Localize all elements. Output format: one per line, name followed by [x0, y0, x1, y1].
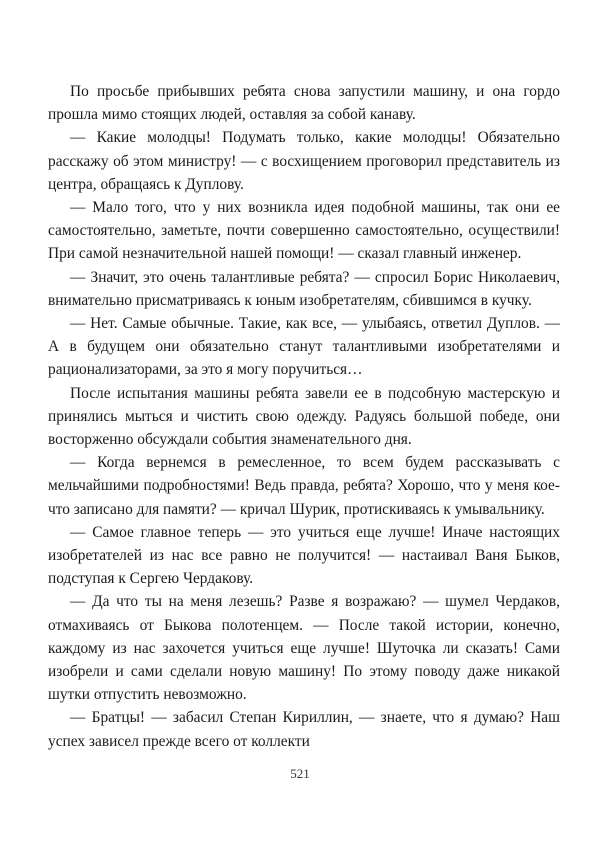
page-number: 521 — [290, 766, 310, 781]
paragraph-9: — Да что ты на меня лезешь? Разве я возражаю? — шумел Чердаков, отмахиваясь от Быкова полотенцем. — После такой истории, конечно, каждому из нас захочется учиться еще лучше! Шуточка ли сказать! Сами изобрели и сами сделали новую машину! По этому поводу даже никакой шутки отпустить невозможно. — [48, 593, 560, 704]
paragraph-3: — Мало того, что у них возникла идея подобной машины, так они ее самостоятельно, заметьте, почти совершенно самостоятельно, осуществили! При самой незначительной нашей помощи! — сказал главный инженер. — [48, 199, 560, 263]
paragraph-4: — Значит, это очень талантливые ребята? — спросил Борис Николаевич, внимательно присматриваясь к юным изобретателям, сбившимся в кучку. — [48, 268, 560, 309]
paragraph-7: — Когда вернемся в ремесленное, то всем будем рассказывать с мельчайшими подробностями! Ведь правда, ребята? Хорошо, что у меня кое-что записано для памяти? — кричал Шурик, протискиваясь к умывальнику. — [48, 454, 560, 518]
page-text-block — [48, 80, 560, 753]
paragraph-6: После испытания машины ребята завели ее в подсобную мастерскую и принялись мыться и чистить свою одежду. Радуясь большой победе, они восторженно обсуждали события знаменательного дня. — [48, 384, 560, 449]
paragraph-10: — Братцы! — забасил Степан Кириллин, — знаете, что я думаю? Наш успех зависел прежде всего от коллекти — [48, 709, 560, 750]
paragraph-1: По просьбе прибывших ребята снова запустили машину, и она гордо прошла мимо стоящих людей, оставляя за собой канаву. — [48, 83, 560, 124]
paragraph-2: — Какие молодцы! Подумать только, какие молодцы! Обязательно расскажу об этом министру! — с восхищением проговорил представитель из центра, обращаясь к Дуплову. — [48, 129, 560, 193]
paragraph-5: — Нет. Самые обычные. Такие, как все, — улыбаясь, ответил Дуплов. — А в будущем они обязательно станут талантливыми изобретателями и рационализаторами, за это я могу поручиться… — [48, 315, 560, 379]
paragraph-8: — Самое главное теперь — это учиться еще лучше! Иначе настоящих изобретателей из нас все равно не получится! — настаивал Ваня Быков, подступая к Сергею Чердакову. — [48, 523, 560, 588]
